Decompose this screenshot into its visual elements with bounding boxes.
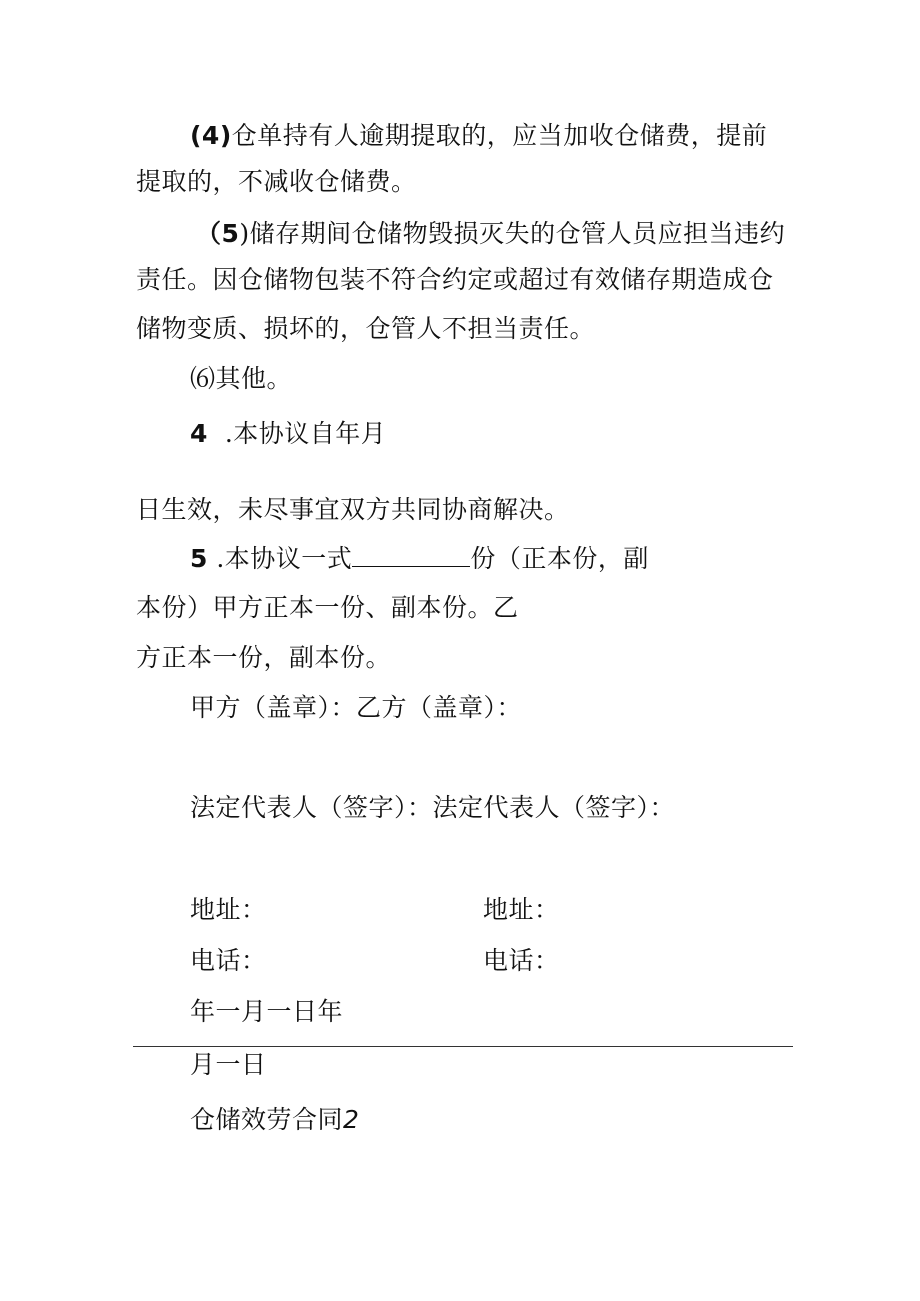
item-4-text-1: .本协议自年月 bbox=[224, 419, 387, 448]
copies-blank-field bbox=[352, 544, 470, 567]
item-4-number: 4 bbox=[190, 419, 208, 448]
clause-5-text-1: )储存期间仓储物毁损灭失的仓管人员应担当违约 bbox=[239, 219, 786, 248]
clause-4-line-1 bbox=[190, 120, 767, 152]
item-5-line-1 bbox=[190, 543, 649, 575]
next-contract-title bbox=[190, 1104, 359, 1136]
date-line-2: 月一日 bbox=[190, 1050, 267, 1079]
seal-line: 甲方（盖章）：乙方（盖章）： bbox=[190, 693, 523, 722]
item-5-line-2: 本份）甲方正本一份、副本份。乙 bbox=[136, 593, 519, 622]
clause-5-line-2: 责任。因仓储物包装不符合约定或超过有效储存期造成仓 bbox=[136, 265, 774, 294]
clause-5-number: （5 bbox=[196, 219, 240, 248]
phone-left: 电话： bbox=[190, 946, 267, 975]
next-contract-title-number: 2 bbox=[343, 1105, 360, 1134]
clause-4-number: (4) bbox=[190, 121, 232, 150]
item-5-text-1b: 份（正本份，副 bbox=[470, 544, 649, 573]
item-5-number: 5 bbox=[190, 544, 208, 573]
clause-5-line-1 bbox=[196, 218, 785, 250]
clause-6: ⑹其他。 bbox=[190, 364, 293, 393]
item-4-line-1 bbox=[190, 418, 386, 450]
horizontal-divider bbox=[133, 1046, 793, 1047]
next-contract-title-text: 仓储效劳合同 bbox=[190, 1105, 344, 1134]
item-4-line-2: 日生效，未尽事宜双方共同协商解决。 bbox=[136, 495, 570, 524]
phone-right: 电话： bbox=[483, 946, 560, 975]
legal-rep-line: 法定代表人（签字）：法定代表人（签字）： bbox=[190, 793, 676, 822]
clause-4-text-1: 仓单持有人逾期提取的，应当加收仓储费，提前 bbox=[231, 121, 768, 150]
address-left: 地址： bbox=[190, 895, 267, 924]
clause-5-line-3: 储物变质、损坏的，仓管人不担当责任。 bbox=[136, 314, 596, 343]
item-5-line-3: 方正本一份，副本份。 bbox=[136, 643, 392, 672]
date-line-1: 年一月一日年 bbox=[190, 997, 344, 1026]
item-5-text-1a: .本协议一式 bbox=[216, 544, 353, 573]
address-right: 地址： bbox=[483, 895, 560, 924]
clause-4-line-2: 提取的，不减收仓储费。 bbox=[136, 167, 417, 196]
